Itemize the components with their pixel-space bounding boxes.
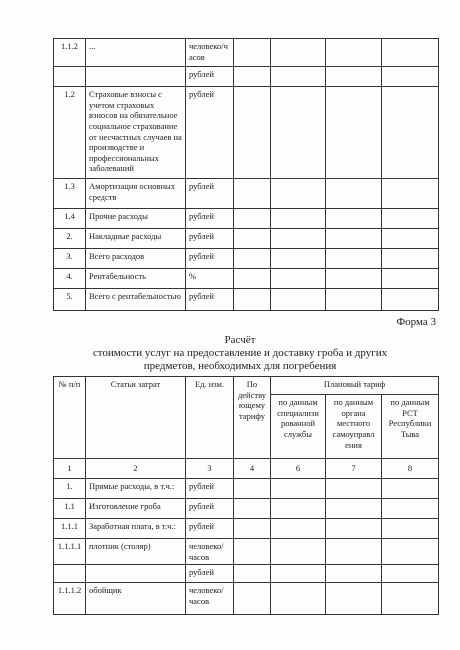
value-cell xyxy=(234,479,271,499)
row-article: Изготовление гроба xyxy=(86,499,186,519)
value-cell xyxy=(326,479,382,499)
value-cell xyxy=(326,87,382,179)
table-row xyxy=(54,289,439,311)
row-unit: человеко/ч асов xyxy=(186,39,234,67)
value-cell xyxy=(382,249,439,269)
value-cell xyxy=(234,209,271,229)
value-cell xyxy=(326,583,382,615)
value-cell xyxy=(326,269,382,289)
row-article: ... xyxy=(86,39,186,67)
table-row xyxy=(54,67,439,87)
value-cell xyxy=(234,229,271,249)
header-local-government: по данным органа местного самоуправл ения xyxy=(326,395,382,459)
row-number: 1.1.1 xyxy=(54,519,86,539)
row-number: 1.1 xyxy=(54,499,86,519)
table-row xyxy=(54,479,439,499)
row-number: 3. xyxy=(54,249,86,269)
column-number: 6 xyxy=(271,459,326,479)
value-cell xyxy=(326,39,382,67)
table-row xyxy=(54,583,439,615)
row-article xyxy=(86,565,186,583)
table-row xyxy=(54,39,439,67)
row-article: Рентабельность xyxy=(86,269,186,289)
header-unit: Ед. изм. xyxy=(186,377,234,459)
row-number: 1.2 xyxy=(54,87,86,179)
row-article: Всего расходов xyxy=(86,249,186,269)
value-cell xyxy=(271,269,326,289)
cost-table-continued xyxy=(53,38,439,311)
value-cell xyxy=(271,67,326,87)
row-article: Прочие расходы xyxy=(86,209,186,229)
row-number: 1.1.1.1 xyxy=(54,539,86,565)
value-cell xyxy=(382,539,439,565)
title-line-3: предметов, необходимых для погребения xyxy=(143,360,337,373)
row-number: 1. xyxy=(54,479,86,499)
row-article: плотник (столяр) xyxy=(86,539,186,565)
value-cell xyxy=(271,499,326,519)
header-planned-tariff: Плановый тариф xyxy=(271,377,439,395)
row-article: Заработная плата, в т.ч.: xyxy=(86,519,186,539)
row-unit: рублей xyxy=(186,499,234,519)
value-cell xyxy=(234,249,271,269)
row-unit: рублей xyxy=(186,209,234,229)
row-number: 1.1.2 xyxy=(54,39,86,67)
value-cell xyxy=(271,479,326,499)
row-number: 2. xyxy=(54,229,86,249)
value-cell xyxy=(271,209,326,229)
value-cell xyxy=(234,519,271,539)
value-cell xyxy=(326,229,382,249)
value-cell xyxy=(382,499,439,519)
row-unit: % xyxy=(186,269,234,289)
title-line-2: стоимости услуг на предоставление и доставку гроба и других xyxy=(92,347,388,360)
value-cell xyxy=(382,179,439,209)
value-cell xyxy=(326,67,382,87)
document-title xyxy=(60,334,420,374)
row-article xyxy=(86,67,186,87)
value-cell xyxy=(234,87,271,179)
value-cell xyxy=(234,565,271,583)
value-cell xyxy=(271,87,326,179)
value-cell xyxy=(271,179,326,209)
burial-cost-table xyxy=(53,376,439,615)
table-row xyxy=(54,539,439,565)
column-number: 7 xyxy=(326,459,382,479)
row-number: 5. xyxy=(54,289,86,311)
value-cell xyxy=(326,565,382,583)
value-cell xyxy=(382,565,439,583)
row-unit: рублей xyxy=(186,67,234,87)
value-cell xyxy=(271,583,326,615)
row-unit: рублей xyxy=(186,479,234,499)
column-number: 1 xyxy=(54,459,86,479)
header-num: № п/п xyxy=(54,377,86,459)
table-row xyxy=(54,269,439,289)
row-article: Накладные расходы xyxy=(86,229,186,249)
value-cell xyxy=(234,499,271,519)
header-current-tariff: По действу ющему тарифу xyxy=(234,377,271,459)
value-cell xyxy=(234,39,271,67)
value-cell xyxy=(326,179,382,209)
row-unit: рублей xyxy=(186,229,234,249)
value-cell xyxy=(271,229,326,249)
row-number xyxy=(54,67,86,87)
table-row xyxy=(54,179,439,209)
value-cell xyxy=(382,209,439,229)
row-article: Страховые взносы с учетом страховых взносов на обязательное социальное страхование от несчастных случаев на производстве и профессиональных заболеваний xyxy=(86,87,186,179)
value-cell xyxy=(271,249,326,269)
value-cell xyxy=(382,519,439,539)
row-unit: человеко/ часов xyxy=(186,539,234,565)
value-cell xyxy=(326,289,382,311)
table-row xyxy=(54,229,439,249)
header-specialized-service: по данным специализи рованной службы xyxy=(271,395,326,459)
value-cell xyxy=(234,289,271,311)
row-number: 1.3 xyxy=(54,179,86,209)
value-cell xyxy=(382,289,439,311)
row-number: 1.4 xyxy=(54,209,86,229)
form-label: Форма 3 xyxy=(396,316,436,328)
value-cell xyxy=(382,269,439,289)
value-cell xyxy=(271,519,326,539)
column-number: 4 xyxy=(234,459,271,479)
column-number: 8 xyxy=(382,459,439,479)
table-row xyxy=(54,209,439,229)
value-cell xyxy=(326,499,382,519)
value-cell xyxy=(234,269,271,289)
table-row xyxy=(54,499,439,519)
value-cell xyxy=(326,519,382,539)
row-unit: рублей xyxy=(186,249,234,269)
value-cell xyxy=(234,179,271,209)
row-number: 1.1.1.2 xyxy=(54,583,86,615)
value-cell xyxy=(271,539,326,565)
row-number xyxy=(54,565,86,583)
value-cell xyxy=(382,39,439,67)
value-cell xyxy=(271,565,326,583)
row-number: 4. xyxy=(54,269,86,289)
table-row xyxy=(54,87,439,179)
value-cell xyxy=(234,67,271,87)
row-unit: рублей xyxy=(186,179,234,209)
column-number: 3 xyxy=(186,459,234,479)
header-articles: Статьи затрат xyxy=(86,377,186,459)
row-article: Амортизация основных средств xyxy=(86,179,186,209)
table-row xyxy=(54,249,439,269)
value-cell xyxy=(382,87,439,179)
row-article: Прямые расходы, в т.ч.: xyxy=(86,479,186,499)
column-number: 2 xyxy=(86,459,186,479)
value-cell xyxy=(382,479,439,499)
row-unit: рублей xyxy=(186,519,234,539)
title-line-1: Расчёт xyxy=(224,334,256,346)
value-cell xyxy=(234,583,271,615)
value-cell xyxy=(326,209,382,229)
table-row xyxy=(54,565,439,583)
value-cell xyxy=(326,249,382,269)
value-cell xyxy=(271,289,326,311)
value-cell xyxy=(382,583,439,615)
row-article: Всего с рентабельностью xyxy=(86,289,186,311)
value-cell xyxy=(382,67,439,87)
value-cell xyxy=(326,539,382,565)
value-cell xyxy=(271,39,326,67)
header-rst-tuva: по данным РСТ Республики Тыва xyxy=(382,395,439,459)
row-unit: рублей xyxy=(186,289,234,311)
row-article: обойщик xyxy=(86,583,186,615)
value-cell xyxy=(234,539,271,565)
table-row xyxy=(54,519,439,539)
value-cell xyxy=(382,229,439,249)
row-unit: рублей xyxy=(186,565,234,583)
row-unit: человеко/ часов xyxy=(186,583,234,615)
row-unit: рублей xyxy=(186,87,234,179)
